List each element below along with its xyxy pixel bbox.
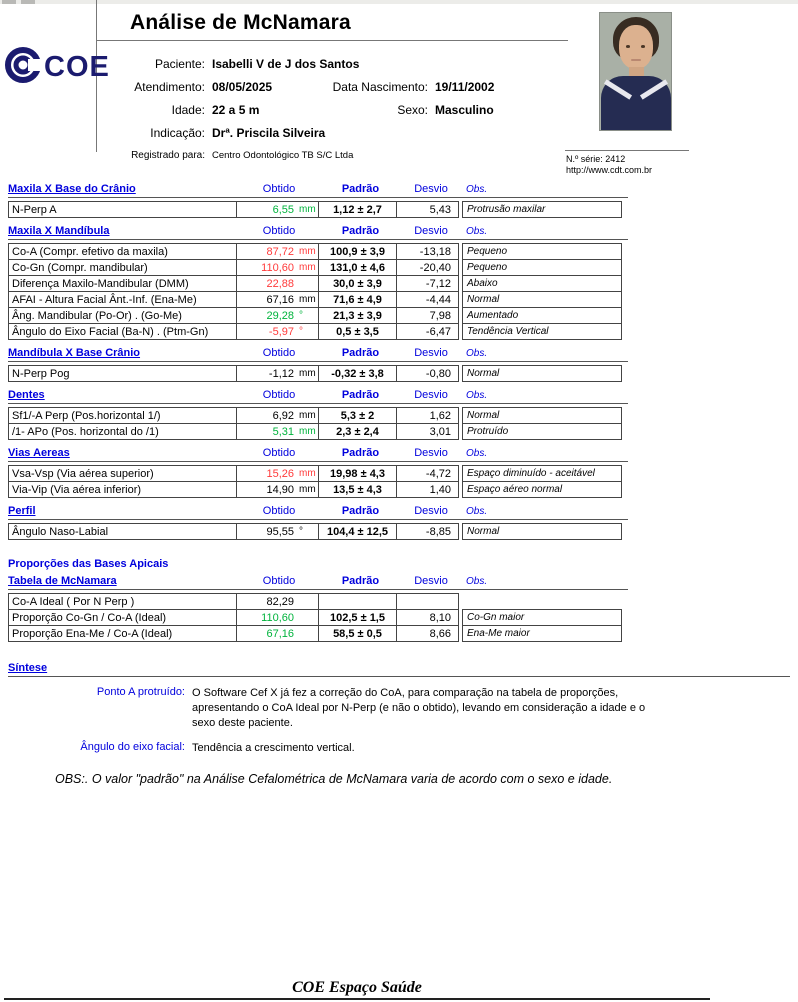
padrao-value: 13,5 ± 4,3 — [319, 482, 397, 497]
col-padrao: Padrão — [341, 505, 380, 517]
section-header-row — [8, 446, 628, 462]
sintese-label: Ângulo do eixo facial: — [80, 741, 185, 753]
atendimento-value: 08/05/2025 — [212, 79, 273, 94]
obtido-cell — [237, 626, 319, 641]
obtido-number: 87,72 — [266, 245, 294, 258]
obtido-number: 22,88 — [266, 277, 294, 290]
col-obs: Obs. — [466, 226, 488, 237]
desvio-value: -0,80 — [425, 367, 451, 380]
obs-note: OBS:. O valor "padrão" na Análise Cefalométrica de McNamara varia de acordo com o sexo e idade. — [55, 772, 613, 786]
padrao-value: 5,3 ± 2 — [319, 408, 397, 423]
section-header-row — [8, 224, 628, 240]
obtido-cell — [237, 482, 319, 497]
padrao-value: 21,3 ± 3,9 — [319, 308, 397, 323]
obs-value: Normal — [462, 291, 622, 308]
obtido-cell — [237, 292, 319, 307]
obtido-number: 14,90 — [266, 483, 294, 496]
col-desvio: Desvio — [414, 389, 448, 401]
analysis-section — [8, 346, 628, 382]
obtido-unit: mm — [299, 246, 316, 257]
col-obtido: Obtido — [262, 225, 296, 237]
obtido-cell — [237, 594, 319, 609]
col-obtido: Obtido — [262, 505, 296, 517]
analysis-section — [8, 182, 628, 218]
measurements-table — [8, 523, 628, 540]
measurement-name: Co-A (Compr. efetivo da maxila) — [9, 244, 237, 259]
measurement-name: Via-Vip (Via aérea inferior) — [9, 482, 237, 497]
measurement-name: /1- APo (Pos. horizontal do /1) — [9, 424, 237, 439]
sexo-label: Sexo: — [397, 102, 428, 117]
page-title: Análise de McNamara — [130, 11, 351, 34]
obtido-cell — [237, 366, 319, 381]
measurements-table — [8, 365, 628, 382]
desvio-value: -20,40 — [419, 261, 451, 274]
col-obs: Obs. — [466, 390, 488, 401]
obtido-number: 6,92 — [272, 409, 294, 422]
measurement-name: Ângulo Naso-Labial — [9, 524, 237, 539]
measurement-name: Vsa-Vsp (Via aérea superior) — [9, 466, 237, 481]
obtido-cell — [237, 408, 319, 423]
table-row — [8, 465, 628, 482]
idade-value: 22 a 5 m — [212, 102, 260, 117]
measurement-name: AFAI - Altura Facial Ânt.-Inf. (Ena-Me) — [9, 292, 237, 307]
col-desvio: Desvio — [414, 447, 448, 459]
obtido-unit: mm — [299, 484, 316, 495]
col-padrao: Padrão — [341, 183, 380, 195]
indicacao-row — [8, 121, 568, 144]
col-desvio: Desvio — [414, 575, 448, 587]
desvio-value: 1,62 — [429, 409, 451, 422]
obtido-unit: ° — [299, 310, 303, 321]
table-row — [8, 523, 628, 540]
obs-value: Normal — [462, 407, 622, 424]
table-row — [8, 593, 628, 610]
section-title: Maxila X Mandíbula — [8, 225, 110, 237]
sintese-items — [8, 686, 790, 756]
obtido-number: 110,60 — [261, 611, 294, 624]
table-row — [8, 323, 628, 340]
obtido-number: 6,55 — [272, 203, 294, 216]
obtido-number: 29,28 — [266, 309, 294, 322]
obtido-number: -1,12 — [268, 367, 294, 380]
col-desvio: Desvio — [414, 347, 448, 359]
table-row — [8, 291, 628, 308]
col-obs: Obs. — [466, 184, 488, 195]
desvio-value: -6,47 — [425, 325, 451, 338]
footer-clinic-name: COE Espaço Saúde — [4, 979, 710, 1000]
table-row — [8, 307, 628, 324]
table-row — [8, 625, 628, 642]
padrao-value: 100,9 ± 3,9 — [319, 244, 397, 259]
padrao-value: -0,32 ± 3,8 — [319, 366, 397, 381]
measurements-table — [8, 201, 628, 218]
obtido-unit: mm — [299, 368, 316, 379]
measurements-table — [8, 465, 628, 498]
idade-label: Idade: — [171, 102, 205, 117]
patient-row — [8, 52, 568, 75]
col-obs: Obs. — [466, 506, 488, 517]
measurement-name: Sf1/-A Perp (Pos.horizontal 1/) — [9, 408, 237, 423]
proporcoes-title: Proporções das Bases Apicais — [8, 558, 169, 570]
col-obtido: Obtido — [262, 447, 296, 459]
obs-value: Tendência Vertical — [462, 323, 622, 340]
col-obs: Obs. — [466, 348, 488, 359]
measurement-name: Proporção Co-Gn / Co-A (Ideal) — [9, 610, 237, 625]
obtido-number: 67,16 — [266, 627, 294, 640]
report-body — [8, 182, 790, 786]
col-padrao: Padrão — [341, 389, 380, 401]
report-header — [0, 4, 798, 182]
col-padrao: Padrão — [341, 575, 380, 587]
measurement-name: N-Perp A — [9, 202, 237, 217]
obs-value: Abaixo — [462, 275, 622, 292]
registrado-label: Registrado para: — [131, 150, 205, 161]
sintese-item — [8, 686, 790, 731]
padrao-value: 131,0 ± 4,6 — [319, 260, 397, 275]
section-title: Vias Aereas — [8, 447, 70, 459]
section-header-row — [8, 504, 628, 520]
obs-value: Pequeno — [462, 243, 622, 260]
table-row — [8, 259, 628, 276]
measurements-table — [8, 243, 628, 340]
title-underline — [96, 40, 568, 41]
obtido-cell — [237, 610, 319, 625]
analysis-section — [8, 504, 628, 540]
desvio-value: 1,40 — [429, 483, 451, 496]
desvio-value: -7,12 — [425, 277, 451, 290]
col-desvio: Desvio — [414, 225, 448, 237]
col-obtido: Obtido — [262, 347, 296, 359]
obtido-unit: ° — [299, 326, 303, 337]
obtido-number: 82,29 — [266, 595, 294, 608]
padrao-value: 104,4 ± 12,5 — [319, 524, 397, 539]
desvio-value: -4,44 — [425, 293, 451, 306]
desvio-value: 8,66 — [429, 627, 451, 640]
table-row — [8, 243, 628, 260]
desvio-value — [397, 594, 458, 609]
padrao-value: 71,6 ± 4,9 — [319, 292, 397, 307]
obs-value: Espaço diminuído - aceitável — [462, 465, 622, 482]
padrao-value: 30,0 ± 3,9 — [319, 276, 397, 291]
padrao-value: 19,98 ± 4,3 — [319, 466, 397, 481]
obtido-number: 67,16 — [266, 293, 294, 306]
measurement-name: Co-A Ideal ( Por N Perp ) — [9, 594, 237, 609]
section-title: Dentes — [8, 389, 45, 401]
obtido-unit: mm — [299, 204, 316, 215]
desvio-value: 8,10 — [429, 611, 451, 624]
desvio-value: 5,43 — [429, 203, 451, 216]
analysis-section — [8, 574, 628, 642]
col-obtido: Obtido — [262, 183, 296, 195]
serial-divider — [565, 150, 689, 151]
col-obtido: Obtido — [262, 389, 296, 401]
obtido-number: 5,31 — [272, 425, 294, 438]
obs-value: Protruído — [462, 423, 622, 440]
col-padrao: Padrão — [341, 347, 380, 359]
registrado-row — [8, 144, 568, 167]
indicacao-value: Drª. Priscila Silveira — [212, 125, 326, 140]
mcnamara-table-container — [8, 574, 790, 642]
sintese-header — [8, 662, 790, 677]
section-title: Perfil — [8, 505, 36, 517]
obs-value: Protrusão maxilar — [462, 201, 622, 218]
idade-row — [8, 98, 568, 121]
measurement-name: N-Perp Pog — [9, 366, 237, 381]
sintese-title: Síntese — [8, 662, 48, 674]
indicacao-label: Indicação: — [150, 125, 205, 140]
obs-value: Espaço aéreo normal — [462, 481, 622, 498]
section-header-row — [8, 388, 628, 404]
desvio-value: 7,98 — [429, 309, 451, 322]
obtido-number: 15,26 — [266, 467, 294, 480]
analysis-section — [8, 224, 628, 340]
table-row — [8, 365, 628, 382]
table-row — [8, 275, 628, 292]
obtido-cell — [237, 308, 319, 323]
padrao-value: 2,3 ± 2,4 — [319, 424, 397, 439]
paciente-label: Paciente: — [154, 56, 205, 71]
obs-value: Normal — [462, 523, 622, 540]
obtido-cell — [237, 260, 319, 275]
padrao-value: 58,5 ± 0,5 — [319, 626, 397, 641]
table-row — [8, 423, 628, 440]
obtido-unit: ° — [299, 526, 303, 537]
obtido-unit: mm — [299, 294, 316, 305]
section-header-row — [8, 346, 628, 362]
obtido-unit: mm — [299, 262, 316, 273]
obtido-cell — [237, 466, 319, 481]
obs-value: Co-Gn maior — [462, 609, 622, 626]
col-obtido: Obtido — [262, 575, 296, 587]
col-desvio: Desvio — [414, 505, 448, 517]
sintese-label: Ponto A protruído: — [96, 686, 185, 698]
section-title: Tabela de McNamara — [8, 575, 117, 587]
measurement-name: Ângulo do Eixo Facial (Ba-N) . (Ptm-Gn) — [9, 324, 237, 339]
measurement-name: Diferença Maxilo-Mandibular (DMM) — [9, 276, 237, 291]
obtido-unit: mm — [299, 468, 316, 479]
obtido-cell — [237, 276, 319, 291]
sintese-section — [8, 662, 790, 786]
measurements-table — [8, 593, 628, 642]
patient-info — [8, 52, 568, 167]
padrao-value: 1,12 ± 2,7 — [319, 202, 397, 217]
measurement-name: Co-Gn (Compr. mandibular) — [9, 260, 237, 275]
sintese-item — [8, 741, 790, 756]
sections-container — [8, 182, 790, 540]
coe-logo-text: COE — [44, 51, 110, 83]
nascimento-label: Data Nascimento: — [332, 79, 428, 94]
obtido-number: 110,60 — [261, 261, 294, 274]
obtido-number: -5,97 — [268, 325, 294, 338]
photo-face — [619, 25, 653, 69]
section-title: Mandíbula X Base Crânio — [8, 347, 141, 359]
col-obs: Obs. — [466, 576, 488, 587]
obtido-number: 95,55 — [266, 525, 294, 538]
patient-photo — [599, 12, 672, 131]
padrao-value — [319, 594, 397, 609]
paciente-value: Isabelli V de J dos Santos — [212, 56, 360, 71]
nascimento-value: 19/11/2002 — [435, 79, 495, 94]
obtido-cell — [237, 424, 319, 439]
table-row — [8, 201, 628, 218]
obs-value: Ena-Me maior — [462, 625, 622, 642]
analysis-section — [8, 446, 628, 498]
obtido-cell — [237, 324, 319, 339]
obtido-cell — [237, 244, 319, 259]
section-header-row — [8, 182, 628, 198]
obtido-unit: mm — [299, 410, 316, 421]
col-padrao: Padrão — [341, 225, 380, 237]
desvio-value: -13,18 — [419, 245, 451, 258]
sintese-text: Tendência a crescimento vertical. — [192, 742, 355, 754]
measurement-name: Proporção Ena-Me / Co-A (Ideal) — [9, 626, 237, 641]
padrao-value: 102,5 ± 1,5 — [319, 610, 397, 625]
desvio-value: -4,72 — [425, 467, 451, 480]
sintese-text: O Software Cef X já fez a correção do CoA, para comparação na tabela de proporções, apresentando o CoA Ideal por N-Perp (e não o obtido), levando em consideração a idade e o sexo deste paciente. — [192, 687, 646, 729]
padrao-value: 0,5 ± 3,5 — [319, 324, 397, 339]
registrado-value: Centro Odontológico TB S/C Ltda — [212, 150, 354, 161]
section-header-row — [8, 574, 628, 590]
atendimento-label: Atendimento: — [134, 79, 205, 94]
measurements-table — [8, 407, 628, 440]
col-desvio: Desvio — [414, 183, 448, 195]
obtido-cell — [237, 524, 319, 539]
table-row — [8, 609, 628, 626]
obtido-unit: mm — [299, 426, 316, 437]
obtido-cell — [237, 202, 319, 217]
desvio-value: -8,85 — [425, 525, 451, 538]
measurement-name: Âng. Mandibular (Po-Or) . (Go-Me) — [9, 308, 237, 323]
atendimento-row — [8, 75, 568, 98]
sexo-value: Masculino — [435, 102, 494, 117]
section-title: Maxila X Base do Crânio — [8, 183, 136, 195]
desvio-value: 3,01 — [429, 425, 451, 438]
obs-value: Pequeno — [462, 259, 622, 276]
vendor-url: http://www.cdt.com.br — [566, 165, 653, 175]
serial-number: N.º série: 2412 — [566, 154, 626, 164]
col-padrao: Padrão — [341, 447, 380, 459]
table-row — [8, 407, 628, 424]
obs-value: Aumentado — [462, 307, 622, 324]
col-obs: Obs. — [466, 448, 488, 459]
obs-value: Normal — [462, 365, 622, 382]
analysis-section — [8, 388, 628, 440]
table-row — [8, 481, 628, 498]
